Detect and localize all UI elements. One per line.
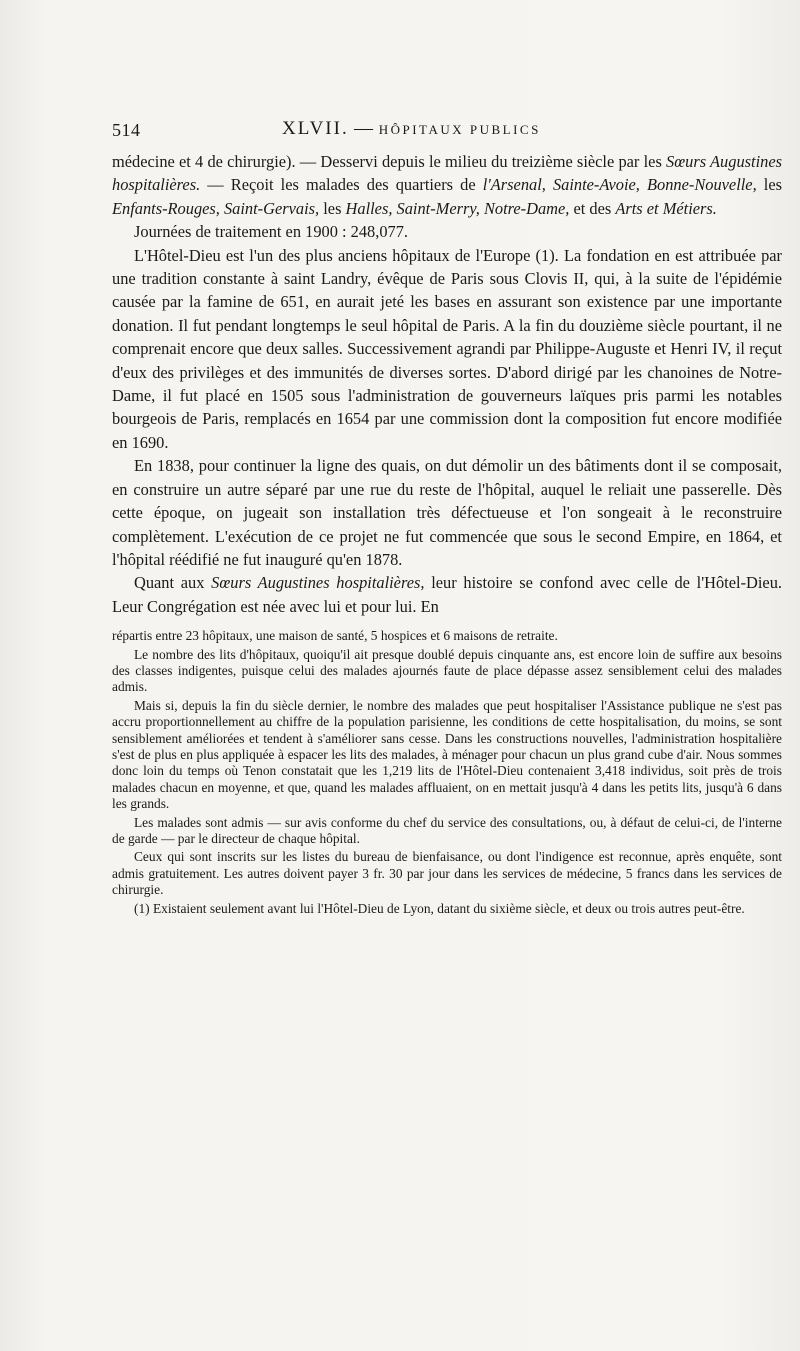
- italic-run: Sœurs Augustines hospitalières.: [112, 152, 782, 195]
- italic-run: l'Arsenal, Sainte-Avoie, Bonne-Nouvelle,: [482, 175, 757, 195]
- chapter-heading: [282, 118, 541, 140]
- text-run: leur histoire se confond avec celle de l'Hôtel-Dieu. Leur Congrégation est née avec lui et pour lui. En: [112, 573, 782, 616]
- italic-run: Arts et Métiers.: [615, 198, 717, 218]
- footnote: (1) Existaient seulement avant lui l'Hôtel-Dieu de Lyon, datant du sixième siècle, et deux ou trois autres peut-être.: [134, 900, 745, 916]
- chapter-number: XLVII.: [282, 118, 349, 139]
- main-text: [112, 150, 782, 917]
- text-run: — Reçoit les malades des quartiers de: [200, 175, 483, 195]
- text-run: Quant aux: [134, 573, 212, 593]
- text-run: les: [756, 175, 782, 195]
- heading-dash: —: [353, 118, 374, 139]
- page-number: 514: [112, 120, 141, 140]
- text-run: les: [319, 198, 346, 218]
- paragraph-2: Journées de traitement en 1900 : 248,077.: [134, 222, 409, 242]
- italic-run: Sœurs Augustines hospitalières,: [211, 573, 425, 593]
- paragraph-3: L'Hôtel-Dieu est l'un des plus anciens hôpitaux de l'Europe (1). La fondation en est attribuée par une tradition constante à saint Landry, évêque de Paris sous Clovis II, qui, à la suite de l'épidémie causée par la famine de 651, en aurait jeté les bases en assurant son existence par une importante donation. Il fut pendant longtemps le seul hôpital de Paris. A la fin du douzième siècle pourtant, il ne comprenait encore que deux salles. Successivement agrandi par Philippe-Auguste et Henri IV, il reçut d'eux des privilèges et des immunités de diverses sortes. D'abord dirigé par les chanoines de Notre-Dame, il fut placé en 1505 sous l'administration de gouverneurs laïques pris parmi les notables bourgeois de Paris, remplacés en 1654 par une commission dont la composition fut encore modifiée en 1690.: [112, 245, 782, 452]
- small-paragraph-4: Les malades sont admis — sur avis conforme du chef du service des consultations, ou, à défaut de celui-ci, de l'interne de garde — par le directeur de chaque hôpital.: [112, 814, 782, 846]
- chapter-title: HÔPITAUX PUBLICS: [378, 122, 541, 137]
- italic-run: Halles, Saint-Merry, Notre-Dame,: [345, 198, 570, 218]
- small-paragraph-1: répartis entre 23 hôpitaux, une maison de santé, 5 hospices et 6 maisons de retraite.: [112, 628, 558, 644]
- italic-run: Enfants-Rouges, Saint-Gervais,: [112, 198, 320, 218]
- small-paragraph-2: Le nombre des lits d'hôpitaux, quoiqu'il ait presque doublé depuis cinquante ans, est encore loin de suffire aux besoins des classes indigentes, puisque celui des malades ajournés faute de place dépasse assez sensiblement celui des malades admis.: [112, 646, 782, 695]
- paragraph-4: En 1838, pour continuer la ligne des quais, on dut démolir un des bâtiments dont il se composait, en construire un autre séparé par une rue du reste de l'hôpital, auquel le reliait une passerelle. Dès cette époque, on jugeait son installation très défectueuse et l'on songeait à le reconstruire complètement. L'exécution de ce projet ne fut commencée que sous le second Empire, en 1864, et l'hôpital réédifié ne fut inauguré qu'en 1878.: [112, 456, 782, 569]
- text-run: médecine et 4 de chirurgie). — Desservi depuis le milieu du treizième siècle par les: [112, 152, 667, 171]
- small-paragraph-5: Ceux qui sont inscrits sur les listes du bureau de bienfaisance, ou dont l'indigence est reconnue, après enquête, sont admis gratuitement. Les autres doivent payer 3 fr. 30 par jour dans les services de médecine, 5 francs dans les services de chirurgie.: [112, 849, 782, 898]
- small-paragraph-3: Mais si, depuis la fin du siècle dernier, le nombre des malades que peut hospitaliser l'Assistance publique ne s'est pas accru proportionnellement au chiffre de la population parisienne, les conditions de cette hospitalisation, du moins, se sont sensiblement améliorées et tendent à s'améliorer sans cesse. Dans les constructions nouvelles, l'administration hospitalière s'est de plus en plus appliquée à espacer les lits des malades, à ménager pour chacun un plus grand cube d'air. Nous sommes donc loin du temps où Tenon constatait que les 1,219 lits de l'Hôtel-Dieu contenaient 3,418 individus, soit près de trois malades chacun en moyenne, et que, quand les malades affluaient, on en mettait jusqu'à 4 dans les petits lits, jusqu'à 6 dans les grands.: [112, 697, 782, 812]
- paragraph-1: [112, 150, 782, 220]
- running-head: [112, 118, 792, 146]
- text-run: et des: [569, 198, 616, 218]
- paragraph-5: [112, 571, 782, 618]
- small-print-section: [112, 628, 782, 917]
